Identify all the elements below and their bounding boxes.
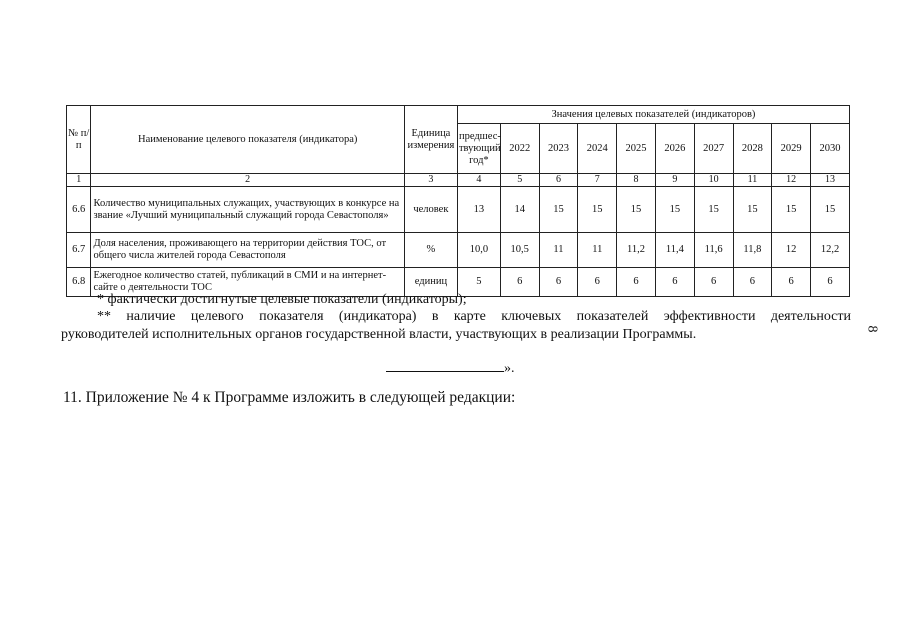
- footnote-kpi: ** наличие целевого показателя (индикатора) в карте ключевых показателей эффективности деятельности: [97, 309, 851, 324]
- col-number: 12: [772, 174, 811, 187]
- header-values-group: Значения целевых показателей (индикаторов): [457, 106, 849, 124]
- header-year: 2029: [772, 124, 811, 174]
- row-value: 6: [539, 268, 578, 297]
- col-number: 2: [91, 174, 404, 187]
- row-value: 15: [539, 187, 578, 233]
- signature-line: [386, 358, 504, 372]
- col-number: 7: [578, 174, 617, 187]
- table-row: [67, 187, 850, 233]
- row-name: Ежегодное количество статей, публикаций в СМИ и на интернет-сайте о деятельности ТОС: [91, 268, 404, 297]
- row-value: 6: [811, 268, 850, 297]
- col-number: 6: [539, 174, 578, 187]
- col-number: 8: [617, 174, 656, 187]
- col-number: 10: [694, 174, 733, 187]
- col-number: 4: [457, 174, 500, 187]
- row-value: 12: [772, 233, 811, 268]
- row-value: 11: [578, 233, 617, 268]
- header-prev-year: предшес-твующий год*: [457, 124, 500, 174]
- row-value: 11,8: [733, 233, 772, 268]
- row-value: 15: [578, 187, 617, 233]
- header-year: 2028: [733, 124, 772, 174]
- row-value: 15: [733, 187, 772, 233]
- row-value: 11,4: [655, 233, 694, 268]
- row-value: 6: [733, 268, 772, 297]
- row-unit: единиц: [404, 268, 457, 297]
- row-value: 6: [772, 268, 811, 297]
- row-value: 15: [694, 187, 733, 233]
- row-value: 15: [772, 187, 811, 233]
- row-value: 15: [811, 187, 850, 233]
- closing-quote: ».: [504, 361, 515, 376]
- row-value: 11,2: [617, 233, 656, 268]
- col-number: 11: [733, 174, 772, 187]
- page-number: 8: [864, 325, 880, 333]
- row-value: 6: [578, 268, 617, 297]
- col-number: 5: [500, 174, 539, 187]
- row-value: 5: [457, 268, 500, 297]
- row-num: 6.8: [67, 268, 91, 297]
- header-year: 2024: [578, 124, 617, 174]
- row-value: 6: [500, 268, 539, 297]
- row-value: 15: [655, 187, 694, 233]
- col-number: 9: [655, 174, 694, 187]
- header-year: 2025: [617, 124, 656, 174]
- row-value: 11: [539, 233, 578, 268]
- row-num: 6.7: [67, 233, 91, 268]
- row-value: 6: [617, 268, 656, 297]
- row-value: 11,6: [694, 233, 733, 268]
- col-number: 1: [67, 174, 91, 187]
- header-year: 2026: [655, 124, 694, 174]
- col-number: 13: [811, 174, 850, 187]
- row-value: 10,0: [457, 233, 500, 268]
- row-value: 14: [500, 187, 539, 233]
- header-year: 2027: [694, 124, 733, 174]
- row-unit: человек: [404, 187, 457, 233]
- row-name: Количество муниципальных служащих, участвующих в конкурсе на звание «Лучший муниципальный служащий города Севастополя»: [91, 187, 404, 233]
- row-value: 10,5: [500, 233, 539, 268]
- header-unit: Единица измерения: [404, 106, 457, 174]
- indicators-table: [66, 105, 850, 297]
- column-numbers-row: [67, 174, 850, 187]
- row-unit: %: [404, 233, 457, 268]
- row-value: 12,2: [811, 233, 850, 268]
- footnote-actual: * фактически достигнутые целевые показатели (индикаторы);: [97, 292, 467, 307]
- col-number: 3: [404, 174, 457, 187]
- item-11: 11. Приложение № 4 к Программе изложить в следующей редакции:: [63, 389, 516, 406]
- row-num: 6.6: [67, 187, 91, 233]
- header-year: 2023: [539, 124, 578, 174]
- row-value: 15: [617, 187, 656, 233]
- row-name: Доля населения, проживающего на территории действия ТОС, от общего числа жителей города Севастополя: [91, 233, 404, 268]
- row-value: 6: [655, 268, 694, 297]
- header-year: 2022: [500, 124, 539, 174]
- table-row: [67, 233, 850, 268]
- row-value: 13: [457, 187, 500, 233]
- header-name: Наименование целевого показателя (индикатора): [91, 106, 404, 174]
- footnote-kpi-continued: руководителей исполнительных органов государственной власти, участвующих в реализации Программы.: [61, 327, 697, 342]
- header-year: 2030: [811, 124, 850, 174]
- row-value: 6: [694, 268, 733, 297]
- header-num: № п/п: [67, 106, 91, 174]
- closing-mark: [386, 358, 515, 377]
